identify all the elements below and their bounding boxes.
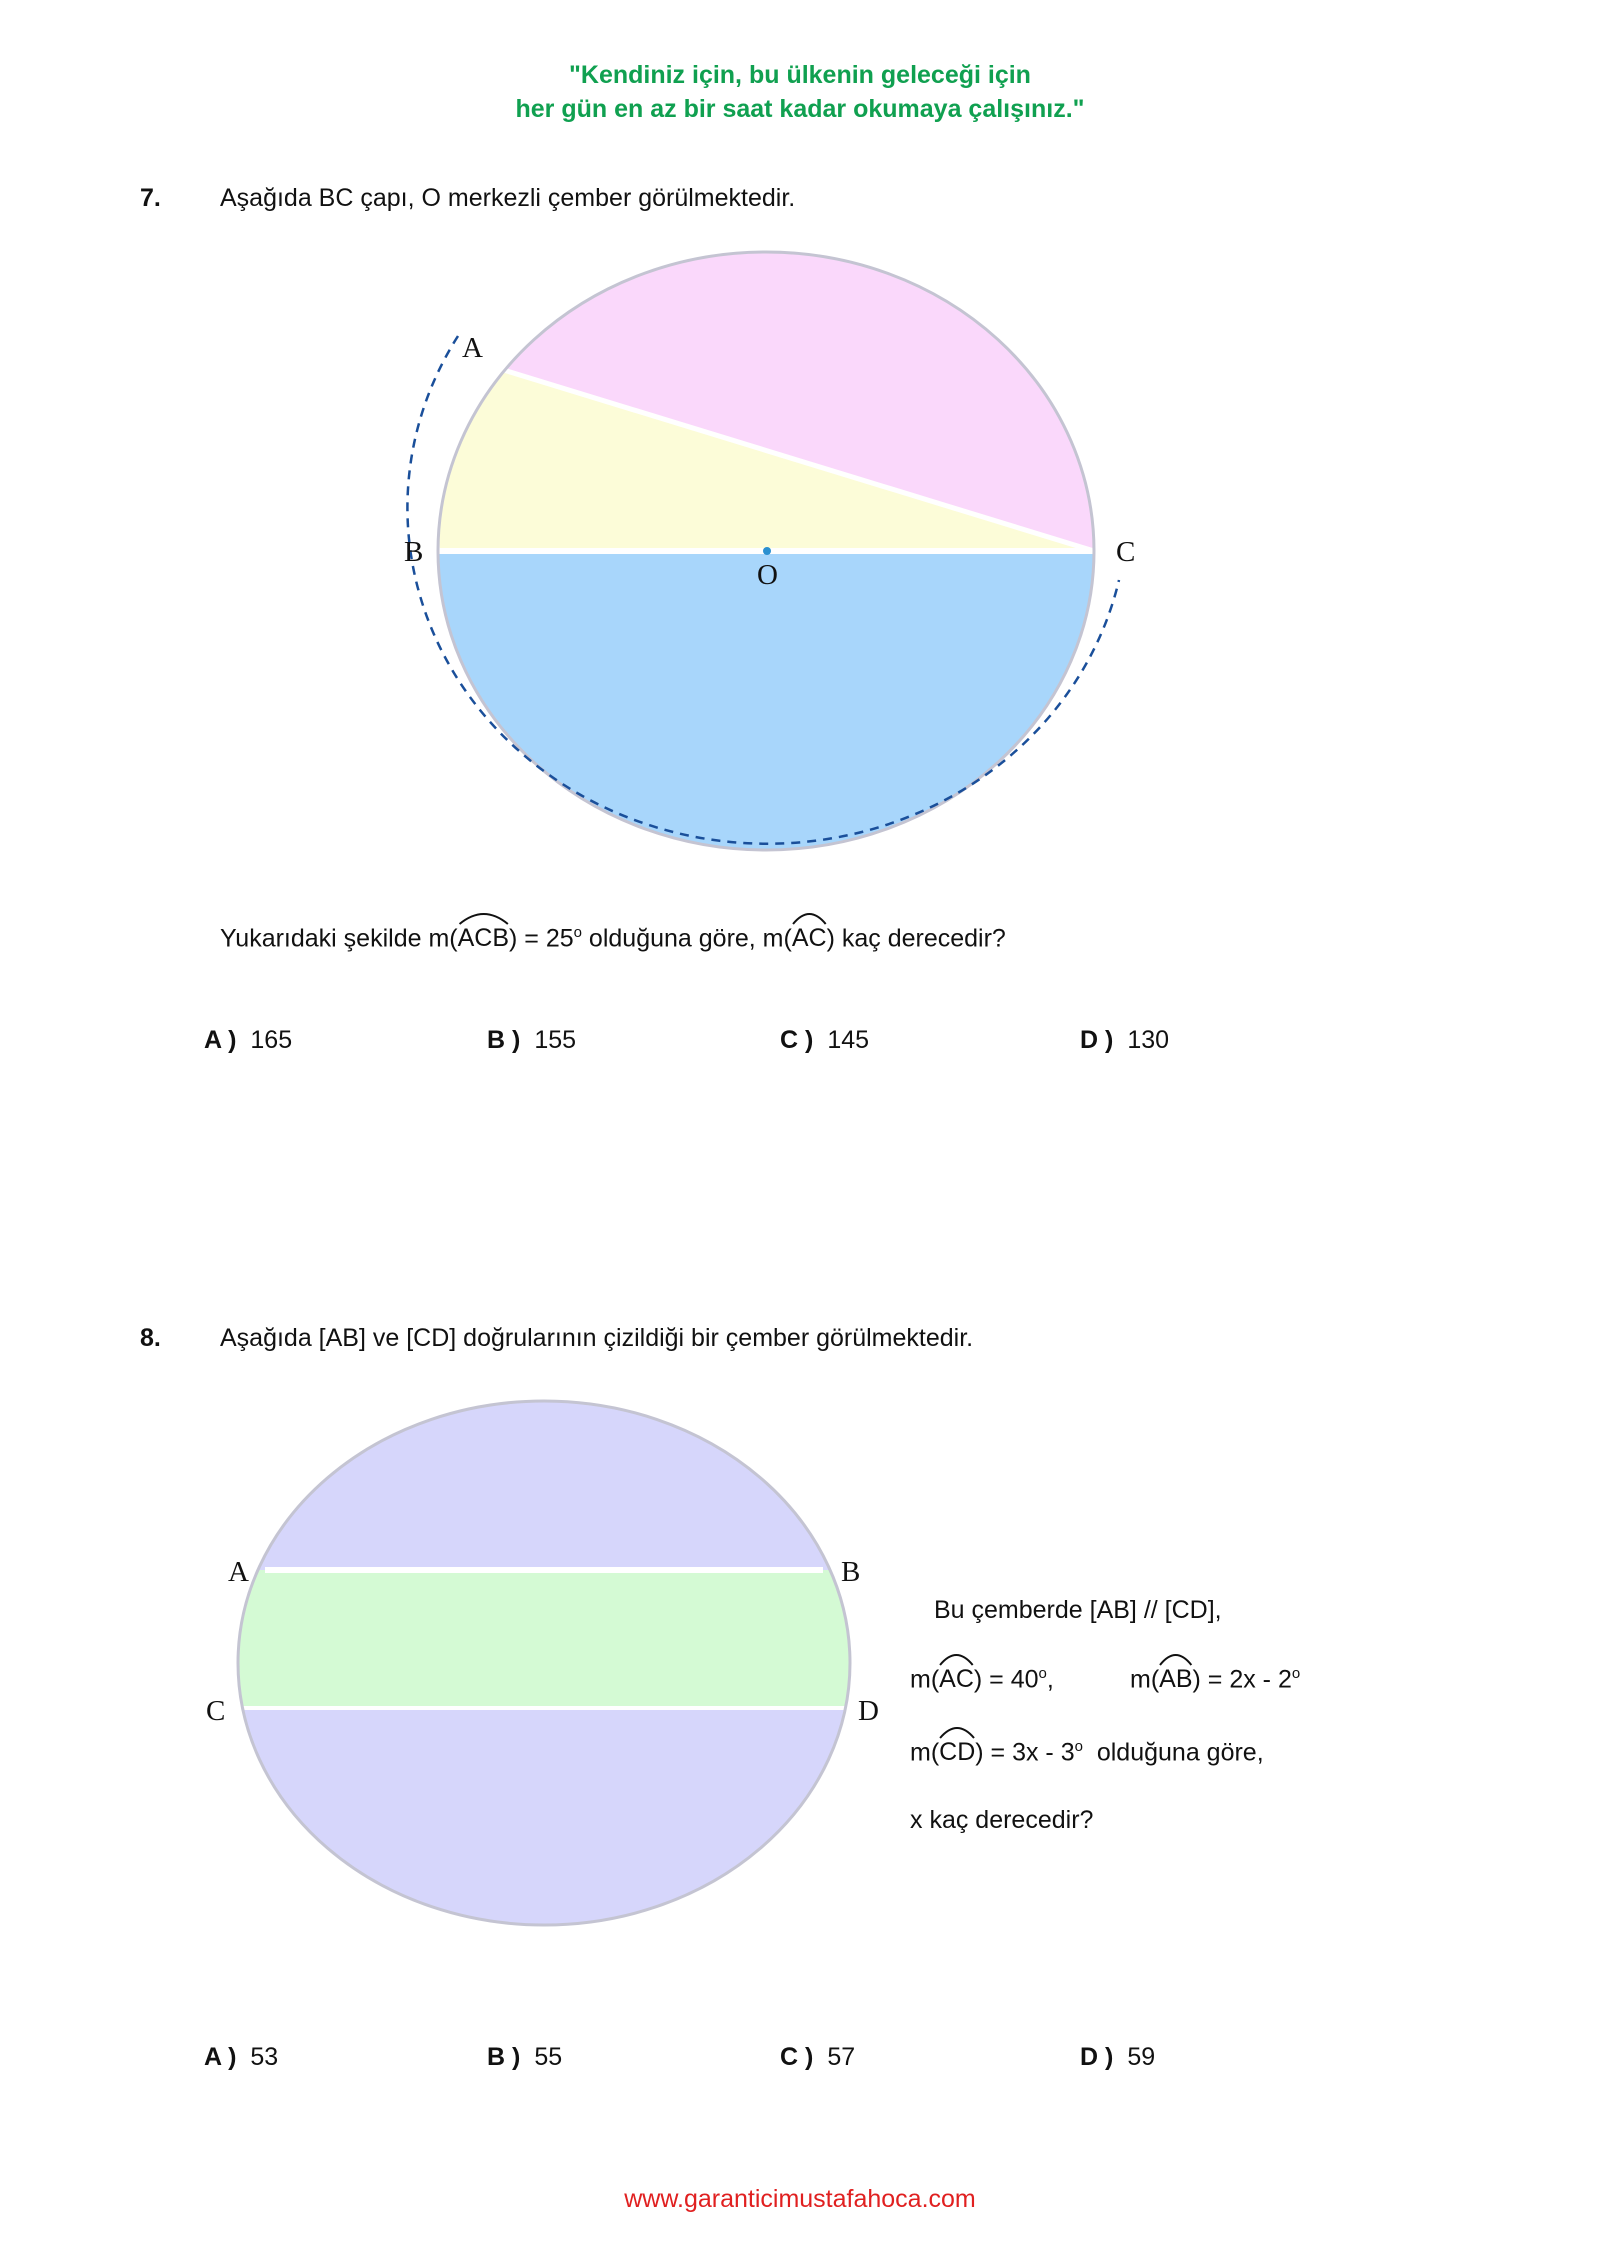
question-8-number: 8. — [140, 1324, 161, 1352]
q8-info-line-2b: m( AB) = 2x - 2$^o$ — [1130, 1665, 1300, 1694]
label-d: D — [858, 1695, 879, 1727]
question-7-figure — [0, 0, 1600, 900]
arc-acb-notation: ACB — [458, 924, 509, 953]
motto-line-2: her gün en az bir saat kadar okumaya çalışınız." — [515, 95, 1085, 123]
q8-choice-b[interactable]: B ) 55 — [487, 2043, 563, 2071]
arc-ac-notation: AC — [792, 924, 827, 953]
question-7-text: Aşağıda BC çapı, O merkezli çember görülmektedir. — [220, 184, 796, 212]
question-7-prompt: Yukarıdaki şekilde m( $ACB) = 25^o$ olduğuna göre, m( AC) kaç derecedir? — [220, 924, 1006, 953]
q7-choice-b[interactable]: B ) 155 — [487, 1026, 577, 1054]
q8-choice-d[interactable]: D ) 59 — [1080, 2043, 1156, 2071]
q7-choice-d[interactable]: D ) 130 — [1080, 1026, 1170, 1054]
lower-region — [230, 1708, 860, 1933]
label-c: C — [1116, 536, 1136, 568]
label-a: A — [228, 1556, 249, 1588]
q8-info-line-4: x kaç derecedir? — [910, 1806, 1094, 1834]
q8-choice-c[interactable]: C ) 57 — [780, 2043, 856, 2071]
center-o-dot — [763, 547, 771, 555]
arc-ab-notation: AB — [1159, 1665, 1192, 1694]
label-b: B — [404, 536, 424, 568]
label-o: O — [757, 559, 778, 591]
question-7-number: 7. — [140, 184, 161, 212]
q8-info-line-3: m( CD) = 3x - 3$^o$ olduğuna göre, — [910, 1738, 1264, 1767]
label-b: B — [841, 1556, 861, 1588]
band-region — [230, 1570, 860, 1708]
q7-choice-c[interactable]: C ) 145 — [780, 1026, 870, 1054]
label-a: A — [462, 332, 483, 364]
arc-cd-notation: CD — [939, 1738, 975, 1767]
footer-url[interactable]: www.garanticimustafahoca.com — [624, 2185, 976, 2213]
lower-half-region — [430, 551, 1110, 861]
q8-info-line-1: Bu çemberde [AB] // [CD], — [934, 1596, 1222, 1624]
q8-choice-a[interactable]: A ) 53 — [204, 2043, 279, 2071]
q8-info-line-2: m( $AC) = 40^o$, — [910, 1665, 1054, 1694]
question-8-text: Aşağıda [AB] ve [CD] doğrularının çizildiği bir çember görülmektedir. — [220, 1324, 974, 1352]
label-c: C — [206, 1695, 226, 1727]
motto-line-1: "Kendiniz için, bu ülkenin geleceği için — [569, 61, 1031, 89]
arc-ac-notation: AC — [939, 1665, 974, 1694]
question-8-figure — [0, 1380, 1600, 2000]
q7-choice-a[interactable]: A ) 165 — [204, 1026, 293, 1054]
